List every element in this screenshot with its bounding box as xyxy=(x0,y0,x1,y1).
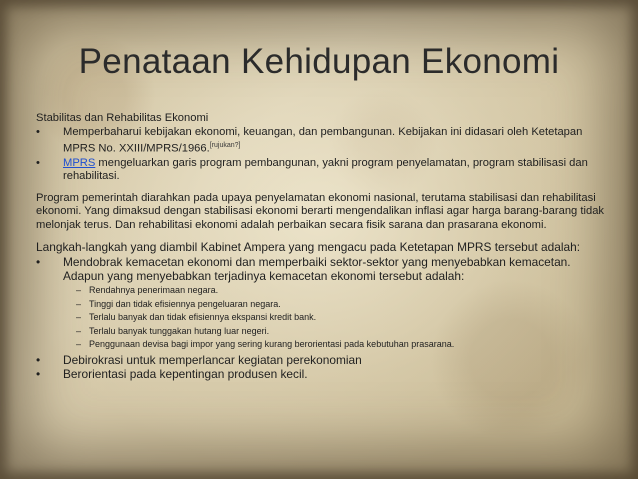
spacer xyxy=(36,232,606,240)
cause-text: Penggunaan devisa bagi impor yang sering kurang berorientasi pada kebutuhan prasarana. xyxy=(89,339,455,350)
dash-marker: – xyxy=(76,339,82,350)
bullet-marker: • xyxy=(36,367,41,382)
spacer xyxy=(36,184,606,192)
bullet-marker: • xyxy=(36,353,41,368)
dash-marker: – xyxy=(76,312,82,323)
dash-marker: – xyxy=(76,298,82,309)
dash-marker: – xyxy=(76,325,82,336)
cause-text: Terlalu banyak dan tidak efisiennya ekspansi kredit bank. xyxy=(89,312,317,323)
bullet-text-body: Memperbaharui kebijakan ekonomi, keuangan, dan pembangunan. Kebijakan ini didasari oleh Ketetapan MPRS No. XXIII/MPRS/1966. xyxy=(63,125,583,155)
bullet-text: Mendobrak kemacetan ekonomi dan memperbaiki sektor-sektor yang menyebabkan kemacetan. Adapun yang menyebabkan terjadinya kemacetan ekonomi tersebut adalah: xyxy=(63,254,571,283)
bullet-item xyxy=(36,126,606,157)
cause-item xyxy=(76,338,606,351)
bullet-marker: • xyxy=(36,125,40,138)
bullet-item xyxy=(36,367,606,381)
cause-text: Tinggi dan tidak efisiennya pengeluaran negara. xyxy=(89,298,281,309)
bullet-marker: • xyxy=(36,254,41,269)
cause-text: Terlalu banyak tunggakan hutang luar negeri. xyxy=(89,325,270,336)
cause-item xyxy=(76,325,606,338)
bullet-marker: • xyxy=(36,156,40,169)
cause-item xyxy=(76,311,606,324)
bullet-item xyxy=(36,255,606,283)
bullet-text: Debirokrasi untuk memperlancar kegiatan perekonomian xyxy=(63,353,362,368)
slide-content xyxy=(36,112,606,381)
steps-intro: Langkah-langkah yang diambil Kabinet Ampera yang mengacu pada Ketetapan MPRS tersebut adalah: xyxy=(36,240,581,255)
bullet-text xyxy=(63,157,606,184)
citation-needed-ref[interactable]: [rujukan?] xyxy=(209,142,241,150)
bullet-item xyxy=(36,157,606,184)
slide-title: Penataan Kehidupan Ekonomi xyxy=(78,42,560,81)
intro-heading: Stabilitas dan Rehabilitas Ekonomi xyxy=(36,112,209,124)
program-paragraph: Program pemerintah diarahkan pada upaya penyelamatan ekonomi nasional, terutama stabilisasi dan rehabilitasi ekonomi. Yang dimaksud dengan stabilisasi ekonomi berarti mengendalikan inflasi agar harga barang-barang tidak melonjak terus. Dan rehabilitasi ekonomi adalah perbaikan secara fisik sarana dan prasarana ekonomi. xyxy=(36,191,605,231)
bullet-text xyxy=(63,126,606,157)
bullet-text-body: mengeluarkan garis program pembangunan, yakni program penyelamatan, program stabilisasi dan rehabilitasi. xyxy=(63,156,588,183)
mprs-link[interactable]: MPRS xyxy=(63,156,96,169)
bullet-text: Berorientasi pada kepentingan produsen kecil. xyxy=(63,367,308,382)
bullet-item xyxy=(36,353,606,367)
cause-item xyxy=(76,298,606,311)
dash-marker: – xyxy=(76,285,82,296)
cause-item xyxy=(76,284,606,297)
cause-text: Rendahnya penerimaan negara. xyxy=(89,285,219,296)
